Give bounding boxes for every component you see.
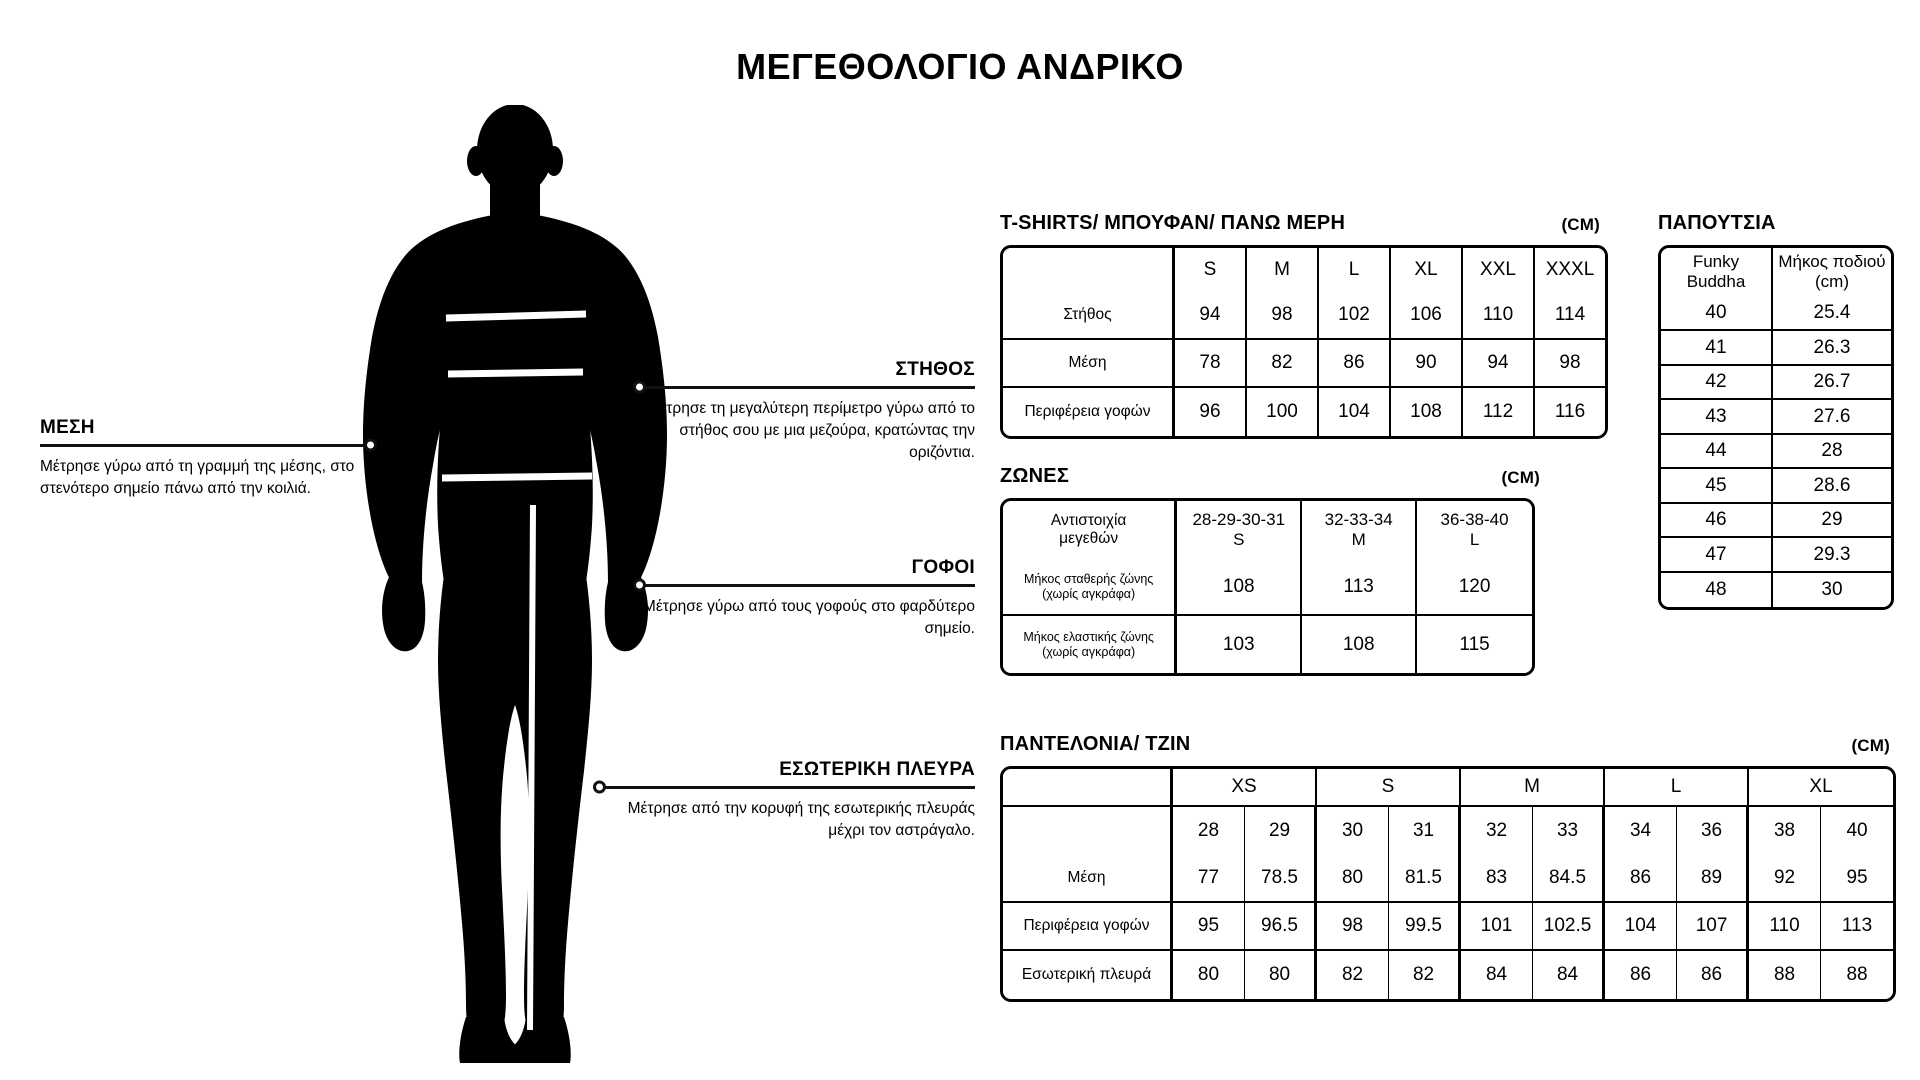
pants-cell-2-4: 84	[1461, 951, 1533, 999]
belts-cell-1-2: 115	[1417, 616, 1532, 673]
shoes-length-4: 28	[1773, 435, 1891, 470]
tshirts-cell-0-3: 106	[1391, 292, 1463, 340]
tshirts-size-XL: XL	[1391, 248, 1463, 292]
figure-head	[477, 105, 553, 196]
belts-col-0-numbers: 28-29-30-31	[1192, 510, 1286, 529]
table-row	[1661, 297, 1891, 332]
table-row	[1003, 903, 1893, 951]
tshirts-heading: T-SHIRTS/ ΜΠΟΥΦΑΝ/ ΠΑΝΩ ΜΕΡΗ	[1000, 212, 1346, 234]
pants-unit: (CM)	[1851, 736, 1890, 755]
belts-corner-line2: μεγεθών	[1059, 530, 1119, 547]
table-row	[1661, 366, 1891, 401]
pants-cell-2-0: 80	[1173, 951, 1245, 999]
pants-cell-0-8: 92	[1749, 855, 1821, 903]
belts-header-row	[1003, 501, 1532, 559]
callout-chest-desc: Μέτρησε τη μεγαλύτερη περίμετρο γύρω από το στήθος σου με μια μεζούρα, κρατώντας την οριζόντια.	[646, 399, 975, 461]
tshirts-row-label-1: Μέση	[1003, 340, 1175, 388]
belts-col-1	[1302, 501, 1417, 559]
table-row	[1003, 855, 1893, 903]
shoes-length-3: 27.6	[1773, 400, 1891, 435]
pants-cell-0-6: 86	[1605, 855, 1677, 903]
tshirts-cell-2-1: 100	[1247, 388, 1319, 436]
pants-number-header-row	[1003, 807, 1893, 855]
pants-cell-0-9: 95	[1821, 855, 1893, 903]
tshirts-cell-2-2: 104	[1319, 388, 1391, 436]
table-row	[1003, 388, 1605, 436]
tshirts-header-row	[1003, 248, 1605, 292]
shoes-length-8: 30	[1773, 573, 1891, 608]
pants-waist-num-5: 33	[1533, 807, 1605, 855]
pants-waist-num-1: 29	[1245, 807, 1317, 855]
callout-inseam-desc: Μέτρησε από την κορυφή της εσωτερικής πλευράς μέχρι τον αστράγαλο.	[627, 799, 975, 839]
pants-cell-2-1: 80	[1245, 951, 1317, 999]
pants-cell-1-5: 102.5	[1533, 903, 1605, 951]
pants-group-L: L	[1605, 769, 1749, 807]
tshirts-size-M: M	[1247, 248, 1319, 292]
shoes-length-0: 25.4	[1773, 297, 1891, 332]
pants-group-S: S	[1317, 769, 1461, 807]
table-row	[1661, 331, 1891, 366]
pants-heading-row	[1000, 733, 1890, 756]
callout-chest-label: ΣΤΗΘΟΣ	[895, 359, 975, 380]
pants-cell-1-4: 101	[1461, 903, 1533, 951]
tshirts-cell-0-4: 110	[1463, 292, 1535, 340]
belts-row-0-line1: Μήκος σταθερής ζώνης	[1023, 572, 1154, 587]
pants-waist-num-8: 38	[1749, 807, 1821, 855]
shoes-heading-row	[1658, 212, 1888, 235]
shoes-length-header	[1773, 248, 1891, 297]
tshirts-size-S: S	[1175, 248, 1247, 292]
belts-corner-cell	[1003, 501, 1177, 559]
pants-row-label-1: Περιφέρεια γοφών	[1003, 903, 1173, 951]
callout-inseam-rule	[600, 786, 975, 789]
belts-cell-0-0: 108	[1177, 559, 1302, 616]
tshirts-cell-2-0: 96	[1175, 388, 1247, 436]
pants-waist-num-4: 32	[1461, 807, 1533, 855]
pants-cell-2-9: 88	[1821, 951, 1893, 999]
tshirts-cell-0-2: 102	[1319, 292, 1391, 340]
pants-waist-num-3: 31	[1389, 807, 1461, 855]
pants-cell-1-1: 96.5	[1245, 903, 1317, 951]
shoes-size-2: 42	[1661, 366, 1773, 401]
chest-measure-line	[446, 314, 586, 318]
table-row	[1003, 340, 1605, 388]
pants-waist-num-6: 34	[1605, 807, 1677, 855]
tshirts-cell-0-0: 94	[1175, 292, 1247, 340]
shoes-length-header-line2: (cm)	[1815, 272, 1849, 292]
shoes-size-4: 44	[1661, 435, 1773, 470]
table-row	[1661, 504, 1891, 539]
pants-cell-0-7: 89	[1677, 855, 1749, 903]
pants-cell-0-2: 80	[1317, 855, 1389, 903]
belts-cell-0-1: 113	[1302, 559, 1417, 616]
tshirts-size-XXL: XXL	[1463, 248, 1535, 292]
callout-waist-desc: Μέτρησε γύρω από τη γραμμή της μέσης, στο στενότερο σημείο πάνω από την κοιλιά.	[40, 457, 355, 497]
callout-hips-rule	[640, 584, 975, 587]
belts-cell-0-2: 120	[1417, 559, 1532, 616]
pants-row-label-2: Εσωτερική πλευρά	[1003, 951, 1173, 999]
belts-cell-1-1: 108	[1302, 616, 1417, 673]
belts-row-0-line2: (χωρίς αγκράφα)	[1042, 586, 1136, 601]
tshirts-size-table	[1000, 245, 1608, 439]
tshirts-cell-1-0: 78	[1175, 340, 1247, 388]
shoes-length-1: 26.3	[1773, 331, 1891, 366]
belts-corner-line1: Αντιστοιχία	[1050, 512, 1127, 529]
table-row	[1661, 573, 1891, 608]
tshirts-cell-1-2: 86	[1319, 340, 1391, 388]
pants-cell-2-6: 86	[1605, 951, 1677, 999]
pants-cell-0-1: 78.5	[1245, 855, 1317, 903]
belts-col-1-numbers: 32-33-34	[1324, 510, 1393, 529]
figure-trunk	[437, 305, 593, 605]
pants-corner-cell	[1003, 769, 1173, 807]
callout-waist	[40, 418, 370, 500]
pants-size-table	[1000, 766, 1896, 1002]
belts-row-1-line2: (χωρίς αγκράφα)	[1042, 644, 1136, 659]
shoes-size-3: 43	[1661, 400, 1773, 435]
table-row	[1661, 469, 1891, 504]
pants-number-corner-cell	[1003, 807, 1173, 855]
belts-heading-row	[1000, 465, 1540, 488]
tshirts-heading-row	[1000, 212, 1600, 235]
tshirts-cell-0-5: 114	[1535, 292, 1605, 340]
pants-cell-0-5: 84.5	[1533, 855, 1605, 903]
figure-legs	[438, 575, 592, 1029]
shoes-size-6: 46	[1661, 504, 1773, 539]
pants-group-XS: XS	[1173, 769, 1317, 807]
tshirts-cell-1-4: 94	[1463, 340, 1535, 388]
callout-hips-label: ΓΟΦΟΙ	[911, 557, 975, 578]
table-row	[1003, 292, 1605, 340]
tshirts-corner-cell	[1003, 248, 1175, 292]
tshirts-cell-0-1: 98	[1247, 292, 1319, 340]
callout-hips-dot	[633, 579, 646, 592]
pants-row-label-0: Μέση	[1003, 855, 1173, 903]
pants-waist-num-0: 28	[1173, 807, 1245, 855]
shoes-length-5: 28.6	[1773, 469, 1891, 504]
pants-cell-1-0: 95	[1173, 903, 1245, 951]
tshirts-unit: (CM)	[1561, 215, 1600, 234]
shoes-length-6: 29	[1773, 504, 1891, 539]
callout-inseam	[600, 760, 975, 842]
callout-waist-rule	[40, 444, 370, 447]
table-row	[1003, 616, 1532, 673]
belts-row-label-1	[1003, 616, 1177, 673]
pants-cell-0-0: 77	[1173, 855, 1245, 903]
table-row	[1661, 435, 1891, 470]
callout-chest	[640, 360, 975, 464]
table-row	[1661, 538, 1891, 573]
pants-waist-num-2: 30	[1317, 807, 1389, 855]
belts-col-0	[1177, 501, 1302, 559]
pants-cell-2-5: 84	[1533, 951, 1605, 999]
pants-cell-1-2: 98	[1317, 903, 1389, 951]
belts-col-2	[1417, 501, 1532, 559]
shoes-size-5: 45	[1661, 469, 1773, 504]
callout-chest-dot	[633, 381, 646, 394]
hip-measure-line	[442, 476, 592, 478]
callout-chest-rule	[640, 386, 975, 389]
waist-measure-line	[448, 372, 583, 374]
callout-hips	[640, 558, 975, 640]
shoes-size-8: 48	[1661, 573, 1773, 608]
belts-unit: (CM)	[1501, 468, 1540, 487]
pants-cell-0-4: 83	[1461, 855, 1533, 903]
inseam-measure-line	[530, 505, 533, 1030]
pants-cell-1-8: 110	[1749, 903, 1821, 951]
belts-size-table	[1000, 498, 1535, 676]
callout-waist-dot	[364, 439, 377, 452]
tshirts-row-label-2: Περιφέρεια γοφών	[1003, 388, 1175, 436]
pants-waist-num-7: 36	[1677, 807, 1749, 855]
pants-group-XL: XL	[1749, 769, 1893, 807]
table-row	[1661, 400, 1891, 435]
belts-row-label-0	[1003, 559, 1177, 616]
pants-group-header-row	[1003, 769, 1893, 807]
tshirts-size-XXXL: XXXL	[1535, 248, 1605, 292]
shoes-header-row	[1661, 248, 1891, 297]
pants-cell-2-3: 82	[1389, 951, 1461, 999]
shoes-length-2: 26.7	[1773, 366, 1891, 401]
belts-col-2-numbers: 36-38-40	[1440, 510, 1509, 529]
tshirts-size-L: L	[1319, 248, 1391, 292]
pants-cell-2-7: 86	[1677, 951, 1749, 999]
pants-cell-1-9: 113	[1821, 903, 1893, 951]
belts-col-2-size: L	[1469, 530, 1480, 549]
tshirts-cell-2-5: 116	[1535, 388, 1605, 436]
tshirts-cell-2-4: 112	[1463, 388, 1535, 436]
page-title: ΜΕΓΕΘΟΛΟΓΙΟ ΑΝΔΡΙΚΟ	[736, 46, 1184, 87]
pants-cell-2-8: 88	[1749, 951, 1821, 999]
shoes-size-0: 40	[1661, 297, 1773, 332]
belts-col-0-size: S	[1233, 530, 1245, 549]
callout-inseam-dot	[593, 781, 606, 794]
belts-heading: ΖΩΝΕΣ	[1000, 465, 1070, 487]
belts-row-1-line1: Μήκος ελαστικής ζώνης	[1023, 630, 1154, 645]
tshirts-cell-2-3: 108	[1391, 388, 1463, 436]
callout-waist-label: ΜΕΣΗ	[40, 417, 95, 438]
tshirts-cell-1-5: 98	[1535, 340, 1605, 388]
callout-inseam-label: ΕΣΩΤΕΡΙΚΗ ΠΛΕΥΡΑ	[779, 759, 975, 780]
tshirts-cell-1-1: 82	[1247, 340, 1319, 388]
pants-cell-1-3: 99.5	[1389, 903, 1461, 951]
callout-hips-desc: Μέτρησε γύρω από τους γοφούς στο φαρδύτερο σημείο.	[642, 597, 975, 637]
belts-cell-1-0: 103	[1177, 616, 1302, 673]
shoes-length-header-line1: Μήκος ποδιού	[1778, 252, 1886, 271]
pants-cell-1-6: 104	[1605, 903, 1677, 951]
pants-group-M: M	[1461, 769, 1605, 807]
shoes-heading: ΠΑΠΟΥΤΣΙΑ	[1658, 212, 1776, 234]
pants-waist-num-9: 40	[1821, 807, 1893, 855]
pants-cell-0-3: 81.5	[1389, 855, 1461, 903]
tshirts-cell-1-3: 90	[1391, 340, 1463, 388]
belts-col-1-size: M	[1351, 530, 1366, 549]
shoes-length-7: 29.3	[1773, 538, 1891, 573]
shoes-size-7: 47	[1661, 538, 1773, 573]
pants-cell-1-7: 107	[1677, 903, 1749, 951]
shoes-brand-header: Funky Buddha	[1661, 248, 1773, 297]
pants-cell-2-2: 82	[1317, 951, 1389, 999]
table-row	[1003, 559, 1532, 616]
tshirts-row-label-0: Στήθος	[1003, 292, 1175, 340]
shoes-size-1: 41	[1661, 331, 1773, 366]
pants-heading: ΠΑΝΤΕΛΟΝΙΑ/ ΤΖΙΝ	[1000, 733, 1191, 755]
table-row	[1003, 951, 1893, 999]
shoes-size-table	[1658, 245, 1894, 610]
